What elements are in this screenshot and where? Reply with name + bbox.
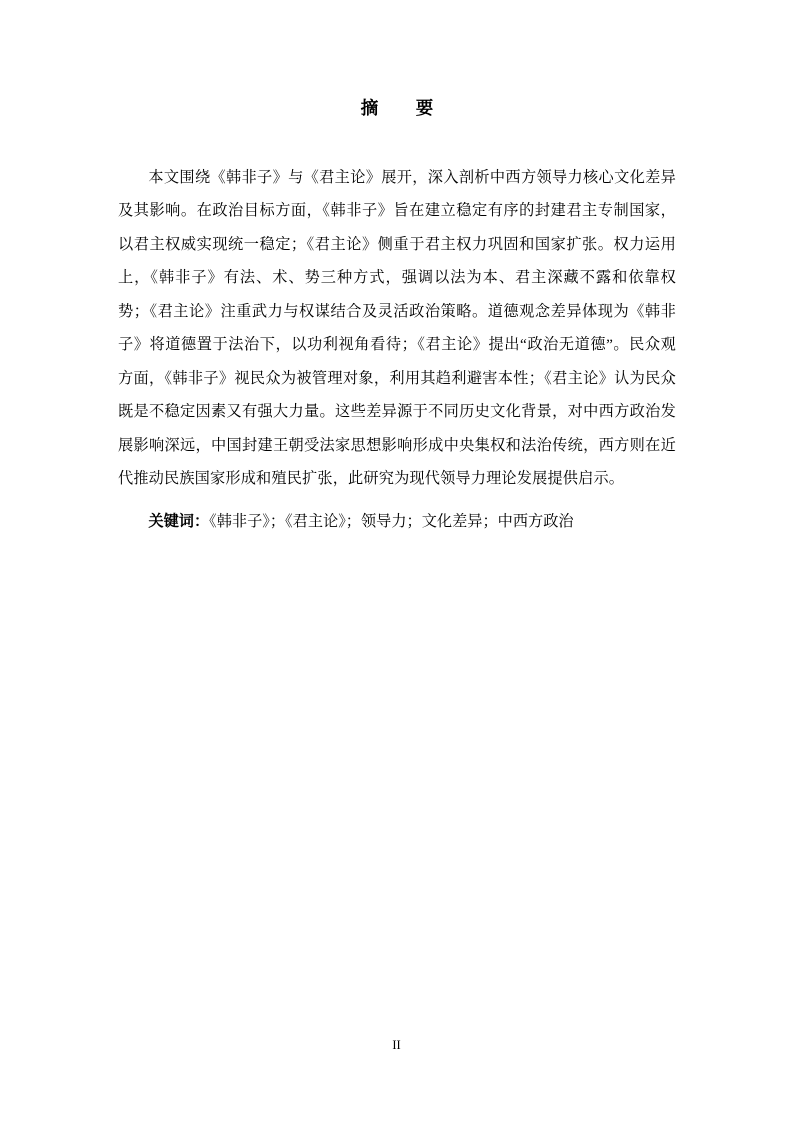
abstract-section (118, 96, 676, 553)
keywords-values: 《韩非子》；《君主论》；领导力；文化差异；中西方政治 (209, 512, 574, 530)
keywords-line (118, 505, 676, 539)
abstract-paragraph: 本文围绕《韩非子》与《君主论》展开，深入剖析中西方领导力核心文化差异及其影响。在政治目标方面，《韩非子》旨在建立稳定有序的封建君主专制国家，以君主权威实现统一稳定；《君主论》侧重于君主权力巩固和国家扩张。权力运用上，《韩非子》有法、术、势三种方式，强调以法为本、君主深藏不露和依靠权势；《君主论》注重武力与权谋结合及灵活政治策略。道德观念差异体现为《韩非子》将道德置于法治下，以功利视角看待；《君主论》提出“政治无道德”。民众观方面，《韩非子》视民众为被管理对象，利用其趋利避害本性；《君主论》认为民众既是不稳定因素又有强大力量。这些差异源于不同历史文化背景，对中西方政治发展影响深远，中国封建王朝受法家思想影响形成中央集权和法治传统，西方则在近代推动民族国家形成和殖民扩张，此研究为现代领导力理论发展提供启示。 (118, 168, 676, 487)
page-title: 摘 要 (360, 98, 444, 118)
page-number: II (392, 1038, 401, 1052)
keywords-label: 关键词： (148, 512, 210, 530)
